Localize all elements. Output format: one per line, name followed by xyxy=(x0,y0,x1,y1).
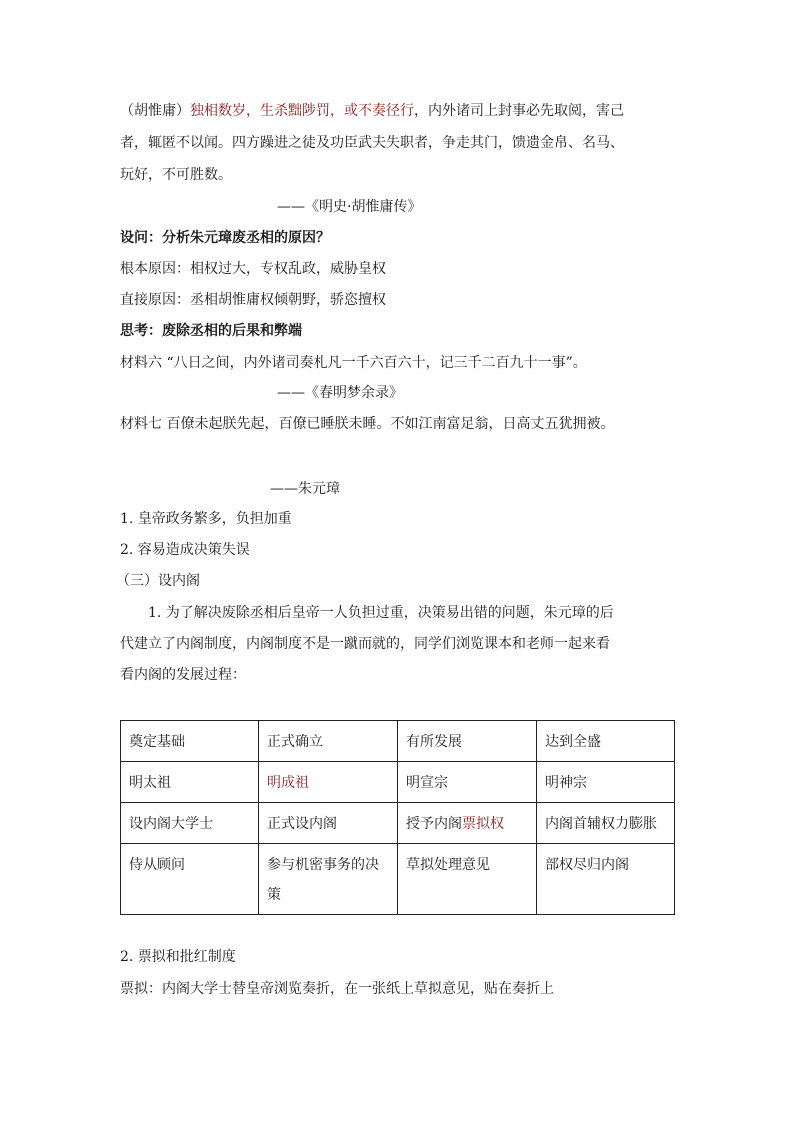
table-cell: 明神宗 xyxy=(537,762,675,803)
question-one-title: 设问：分析朱元璋废丞相的原因？ xyxy=(120,230,330,246)
table-cell: 内阁首辅权力膨胀 xyxy=(537,803,675,844)
cell-highlight: 票拟权 xyxy=(462,816,504,832)
consequence-point-2: 2. 容易造成决策失误 xyxy=(120,542,250,558)
material-five-highlight: 独相数岁，生杀黜陟罚，或不奏径行 xyxy=(190,103,414,119)
section-four-heading: 2. 票拟和批红制度 xyxy=(120,949,236,965)
table-cell: 部权尽归内阁 xyxy=(537,844,675,915)
section-three-para-line-3: 看内阁的发展过程： xyxy=(120,667,246,683)
table-row xyxy=(121,803,675,844)
table-cell: 设内阁大学士 xyxy=(121,803,259,844)
table-cell: 奠定基础 xyxy=(121,721,259,762)
material-five-line-3: 玩好，不可胜数。 xyxy=(120,167,232,183)
table-cell: 正式设内阁 xyxy=(259,803,398,844)
material-seven-source: ——朱元璋 xyxy=(270,481,340,497)
table-cell: 草拟处理意见 xyxy=(398,844,537,915)
section-three-heading: （三）设内阁 xyxy=(116,573,200,589)
table-row xyxy=(121,844,675,915)
material-five-line-1 xyxy=(120,101,624,121)
section-three-para-line-2: 代建立了内阁制度，内阁制度不是一蹴而就的，同学们浏览课本和老师一起来看 xyxy=(120,636,610,652)
table-row xyxy=(121,721,675,762)
material-six: 材料六 “八日之间，内外诸司奏札凡一千六百六十，记三千二百九十一事”。 xyxy=(120,355,587,371)
section-four-definition: 票拟：内阁大学士替皇帝浏览奏折，在一张纸上草拟意见，贴在奏折上 xyxy=(120,981,554,997)
table-cell: 侍从顾问 xyxy=(121,844,259,915)
table-cell-mixed xyxy=(398,803,537,844)
material-five-prefix: （胡惟庸） xyxy=(120,103,190,119)
table-row xyxy=(121,762,675,803)
root-cause: 根本原因：相权过大，专权乱政，威胁皇权 xyxy=(120,261,386,277)
table-cell-highlight: 明成祖 xyxy=(259,762,398,803)
section-three-para-line-1: 1. 为了解决废除丞相后皇帝一人负担过重，决策易出错的问题，朱元璋的后 xyxy=(148,605,614,621)
material-five-line-2: 者，辄匿不以闻。四方躁进之徒及功臣武夫失职者，争走其门，馈遗金帛、名马、 xyxy=(120,135,624,151)
cell-prefix: 授予内阁 xyxy=(406,816,462,832)
table-cell: 正式确立 xyxy=(259,721,398,762)
table-cell: 有所发展 xyxy=(398,721,537,762)
table-cell: 参与机密事务的决策 xyxy=(259,844,398,915)
material-six-source: ——《春明梦余录》 xyxy=(277,385,403,401)
direct-cause: 直接原因：丞相胡惟庸权倾朝野，骄恣擅权 xyxy=(120,292,386,308)
cabinet-development-table xyxy=(120,720,674,915)
material-seven: 材料七 百僚未起朕先起，百僚已睡朕未睡。不如江南富足翁，日高丈五犹拥被。 xyxy=(120,416,615,432)
table-cell: 明太祖 xyxy=(121,762,259,803)
material-five-suffix: ，内外诸司上封事必先取阅，害己 xyxy=(414,103,624,119)
material-five-source: ——《明史·胡惟庸传》 xyxy=(277,199,422,215)
question-two-title: 思考：废除丞相的后果和弊端 xyxy=(120,323,302,339)
consequence-point-1: 1. 皇帝政务繁多，负担加重 xyxy=(120,511,292,527)
table-cell: 明宣宗 xyxy=(398,762,537,803)
table-cell: 达到全盛 xyxy=(537,721,675,762)
